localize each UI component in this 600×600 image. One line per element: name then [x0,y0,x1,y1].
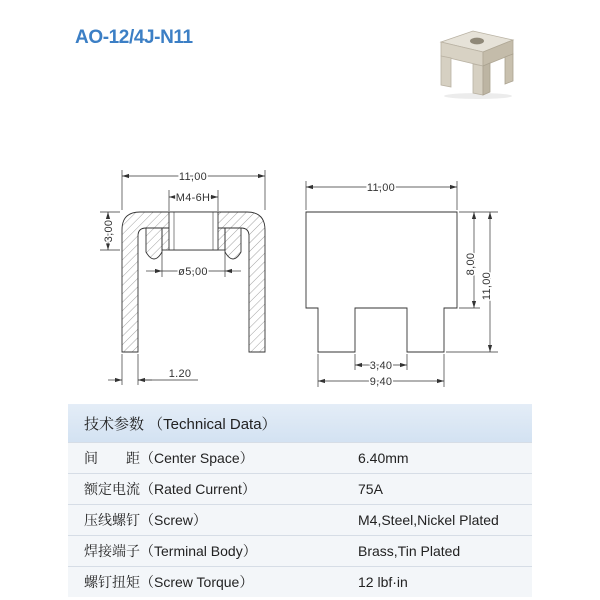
row-value: 12 lbf·in [358,574,408,590]
dim-label-width: 11,00 [178,171,208,183]
table-row [68,535,532,566]
technical-data-table [68,404,532,597]
dim-label-wall-thickness: 1.20 [168,368,192,380]
dim-label-top-thickness: 3,00 [103,219,115,243]
row-value: M4,Steel,Nickel Plated [358,512,499,528]
product-model-title: AO-12/4J-N11 [75,27,193,48]
row-value: 6.40mm [358,450,409,466]
section-inner-tongue-right [225,228,241,259]
row-label: 焊接端子（Terminal Body） [84,543,257,559]
photo-leg-side [483,63,490,95]
row-label: 压线螺钉（Screw） [84,512,207,528]
dim-label-leg-gap: 3,40 [369,360,393,372]
row-label: 间 距（Center Space） [84,450,254,466]
photo-leg-front-right [473,64,483,95]
table-row [68,566,532,597]
table-row [68,442,532,473]
photo-screw-hole [470,38,484,45]
dim-label-width: 11,00 [366,182,396,194]
row-value: 75A [358,481,383,497]
dim-label-thread: M4-6H [175,192,211,204]
section-dimension-labels [103,171,210,380]
front-view-outline [306,212,457,352]
row-label: 螺钉扭矩（Screw Torque） [84,574,254,590]
section-inner-tongue-left [146,228,162,259]
dim-label-body-height: 8,00 [465,252,477,276]
section-threaded-hole [169,212,218,250]
table-row [68,473,532,504]
section-view [122,212,265,352]
dim-label-total-height: 11,00 [481,271,493,301]
table-row [68,504,532,535]
dim-label-hole-diameter: ø5,00 [178,266,208,278]
row-label: 额定电流（Rated Current） [84,481,256,497]
photo-leg-back [505,54,513,84]
dim-label-leg-span: 9,40 [369,376,393,388]
front-view [306,212,457,352]
photo-leg-front-left [441,56,451,87]
table-header: 技术参数 （Technical Data） [68,404,532,442]
row-value: Brass,Tin Plated [358,543,461,559]
product-photo [441,31,513,99]
